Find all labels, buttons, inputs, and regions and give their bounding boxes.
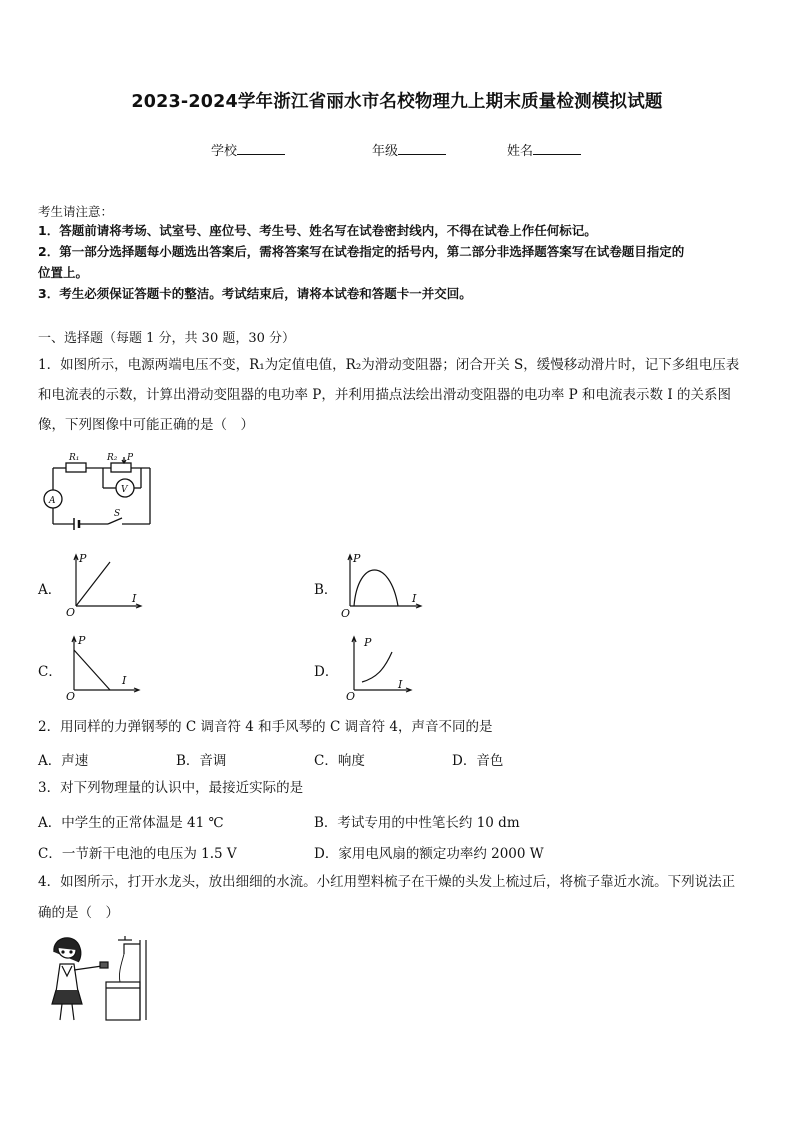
school-field [211,140,285,159]
switch-label: S [114,509,121,519]
x-axis-label: I [412,592,417,605]
q1-line: 像，下列图像中可能正确的是（ ） [38,417,254,433]
q3-option-d: D．家用电风扇的额定功率约 2000 W [314,846,544,862]
name-field [507,140,581,159]
q2-option-d: D．音色 [452,753,504,769]
x-axis-label: I [132,592,137,605]
q2-stem: 2．用同样的力弹钢琴的 C 调音符 4 和手风琴的 C 调音符 4，声音不同的是 [38,719,493,735]
name-blank [533,142,581,155]
q4-line: 确的是（ ） [38,905,119,921]
circuit-diagram [36,448,158,532]
graph-c [64,632,144,702]
q2-option-c: C．响度 [314,753,365,769]
notice-heading: 考生请注意： [38,204,114,219]
graph-b-curve [354,570,398,606]
q1-line: 1．如图所示，电源两端电压不变，R₁为定值电值，R₂为滑动变阻器；闭合开关 S，缓慢移动滑片时，记下多组电压表 [38,357,740,373]
graph-c-curve [74,650,110,690]
y-axis-label: P [78,634,86,647]
grade-label: 年级 [372,144,399,159]
section-heading: 一、选择题（每题 1 分，共 30 题，30 分） [38,331,296,346]
ammeter-label: A [49,496,56,506]
option-c-label: C． [38,664,62,680]
graph-a-curve [76,562,110,606]
notice-item: 1．答题前请将考场、试室号、座位号、考生号、姓名写在试卷密封线内，不得在试卷上作任何标记。 [38,223,597,238]
name-label: 姓名 [507,144,534,159]
graph-a [64,550,144,618]
school-blank [237,142,285,155]
slider-label: P [127,453,134,463]
notice-item: 3．考生必须保证答题卡的整洁。考试结束后，请将本试卷和答题卡一并交回。 [38,286,472,301]
q4-line: 4．如图所示，打开水龙头，放出细细的水流。小红用塑料梳子在干燥的头发上梳过后，将梳子靠近水流。下列说法正 [38,874,736,890]
grade-field [372,140,446,159]
x-axis-label: I [398,678,403,691]
origin-label: O [66,606,76,618]
option-a-label: A． [38,582,62,598]
q3-option-b: B．考试专用的中性笔长约 10 dm [314,815,520,831]
girl-faucet-illustration [40,932,154,1024]
school-label: 学校 [211,144,238,159]
q3-option-a: A．中学生的正常体温是 41 ℃ [38,815,224,831]
q2-option-a: A．声速 [38,753,89,769]
option-d-label: D． [314,664,339,680]
r2-label: R₂ [107,453,118,463]
y-axis-label: P [364,636,372,649]
resistor-r1 [66,463,86,472]
y-axis-label: P [353,552,361,565]
q1-line: 和电流表的示数，计算出滑动变阻器的电功率 P，并利用描点法绘出滑动变阻器的电功率 P 和电流表示数 I 的关系图 [38,387,731,403]
resistor-r2 [111,463,131,472]
notice-item: 位置上。 [38,265,89,280]
q3-stem: 3．对下列物理量的认识中，最接近实际的是 [38,780,304,796]
q3-option-c: C．一节新干电池的电压为 1.5 V [38,846,237,862]
graph-b [340,550,424,618]
r1-label: R₁ [69,453,80,463]
graph-d-curve [362,652,392,682]
x-axis-label: I [122,674,127,687]
origin-label: O [341,607,351,618]
grade-blank [398,142,446,155]
option-b-label: B． [314,582,338,598]
voltmeter-label: V [121,485,128,495]
page-title: 2023-2024学年浙江省丽水市名校物理九上期末质量检测模拟试题 [131,92,663,112]
graph-d [340,632,414,702]
notice-item: 2．第一部分选择题每小题选出答案后，需将答案写在试卷指定的括号内，第二部分非选择题答案写在试卷题目指定的 [38,244,685,259]
origin-label: O [66,690,76,702]
q2-option-b: B．音调 [176,753,227,769]
origin-label: O [346,690,356,702]
y-axis-label: P [79,552,87,565]
